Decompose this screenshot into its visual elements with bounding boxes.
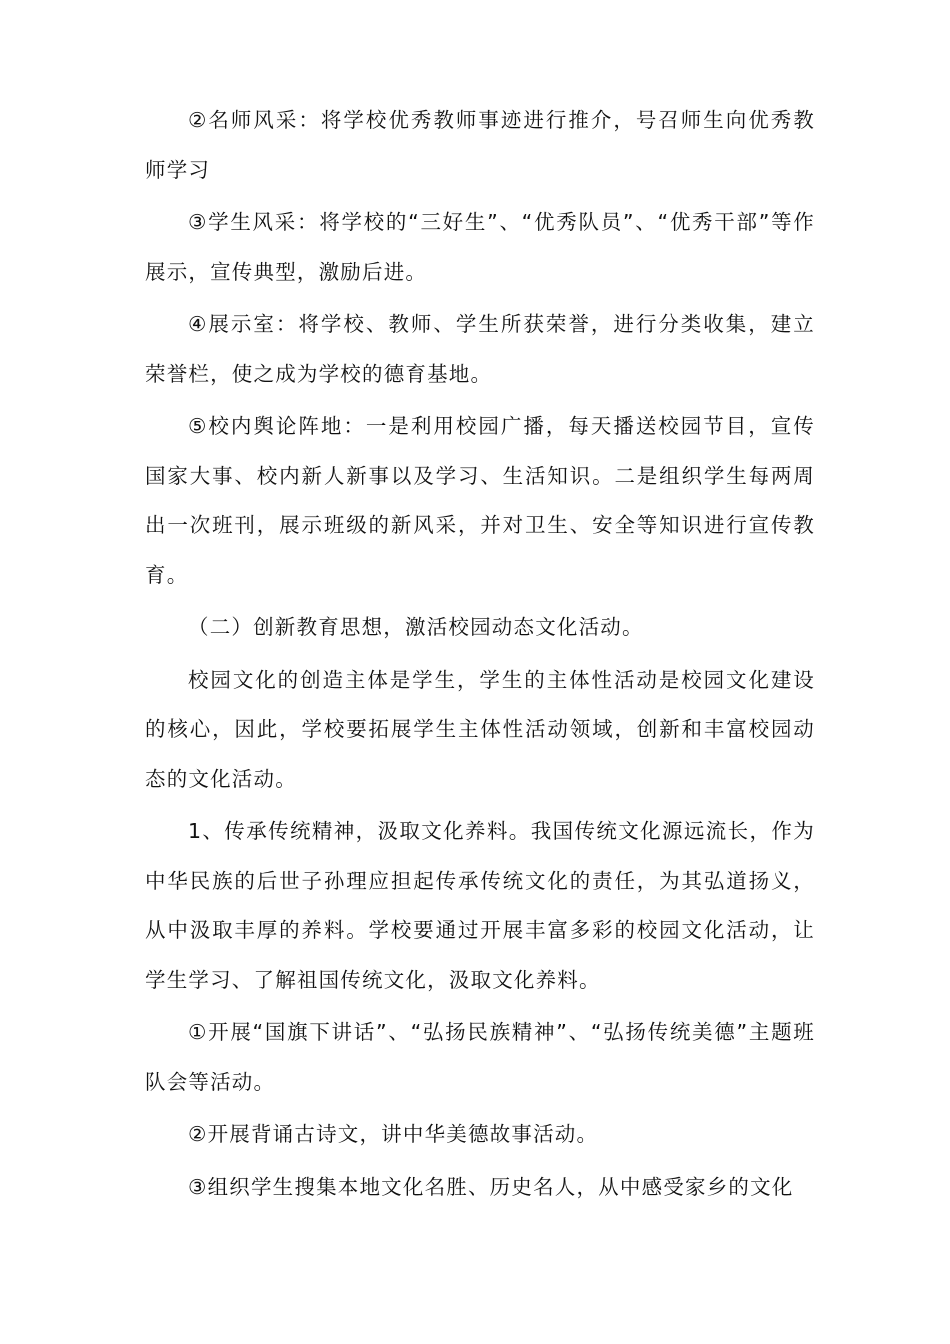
paragraph-exhibition-room: ④展示室：将学校、教师、学生所获荣誉，进行分类收集，建立荣誉栏，使之成为学校的德育基地。 (145, 312, 815, 386)
list-item-local-culture: ③组织学生搜集本地文化名胜、历史名人，从中感受家乡的文化 (188, 1174, 794, 1199)
paragraph-famous-teachers: ②名师风采：将学校优秀教师事迹进行推介，号召师生向优秀教师学习 (145, 108, 815, 182)
list-item-ancient-poems: ②开展背诵古诗文，讲中华美德故事活动。 (188, 1122, 599, 1146)
paragraph-campus-culture-subject: 校园文化的创造主体是学生，学生的主体性活动是校园文化建设的核心，因此，学校要拓展学生主体性活动领域，创新和丰富校园动态的文化活动。 (145, 667, 815, 791)
section-heading-two: （二）创新教育思想，激活校园动态文化活动。 (188, 615, 644, 639)
paragraph-student-style: ③学生风采：将学校的“三好生”、“优秀队员”、“优秀干部”等作展示，宣传典型，激励后进。 (145, 210, 815, 284)
paragraph-opinion-platform: ⑤校内舆论阵地：一是利用校园广播，每天播送校园节目，宣传国家大事、校内新人新事以及学习、生活知识。二是组织学生每两周出一次班刊，展示班级的新风采，并对卫生、安全等知识进行宣传教育。 (145, 414, 815, 587)
list-item-flag-speech: ①开展“国旗下讲话”、“弘扬民族精神”、“弘扬传统美德”主题班队会等活动。 (145, 1020, 815, 1094)
document-page (145, 96, 815, 1212)
paragraph-inherit-tradition: 1、传承传统精神，汲取文化养料。我国传统文化源远流长，作为中华民族的后世子孙理应担起传承传统文化的责任，为其弘道扬义，从中汲取丰厚的养料。学校要通过开展丰富多彩的校园文化活动，让学生学习、了解祖国传统文化，汲取文化养料。 (145, 819, 815, 992)
